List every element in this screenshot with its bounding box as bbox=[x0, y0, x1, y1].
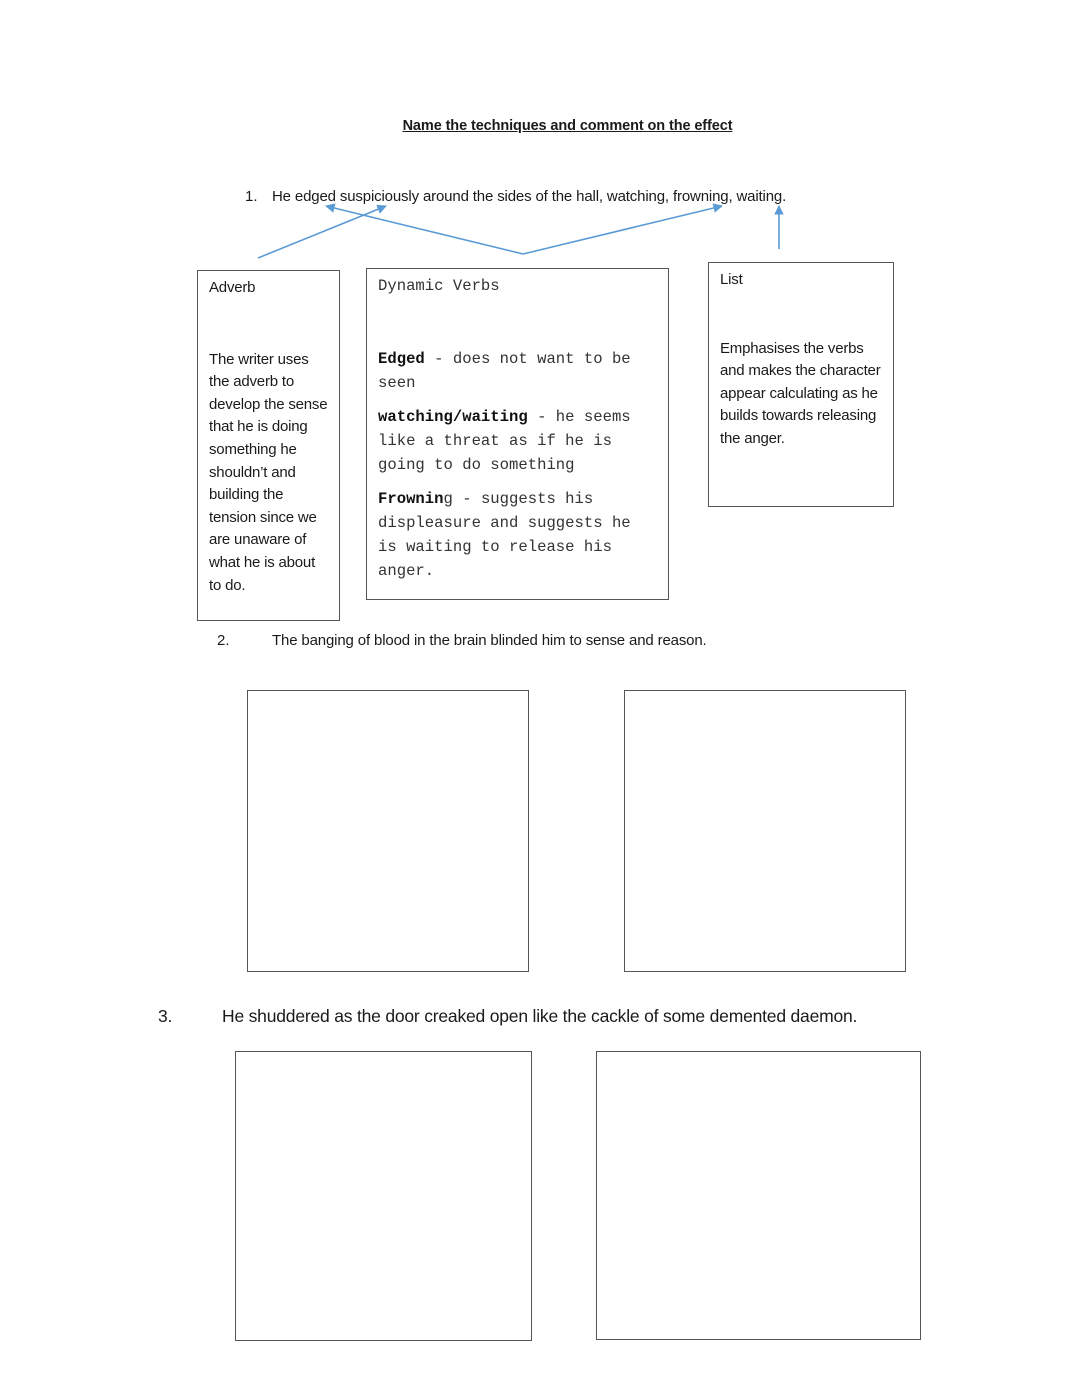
dynamic-verbs-box bbox=[366, 268, 669, 600]
verb-term: watching/waiting bbox=[378, 408, 528, 426]
adverb-box bbox=[197, 270, 340, 621]
question-2-answer-box-1[interactable] bbox=[247, 690, 529, 972]
list-box-heading: List bbox=[720, 271, 743, 288]
worksheet-title: Name the techniques and comment on the effect bbox=[402, 118, 733, 134]
verb-term-tail: g bbox=[443, 490, 453, 508]
list-box bbox=[708, 262, 894, 507]
dynamic-verbs-box-heading: Dynamic Verbs bbox=[378, 277, 500, 295]
verb-entry-watching-waiting bbox=[378, 405, 658, 477]
verb-comment: - suggests his displeasure and suggests he is waiting to release his anger. bbox=[378, 490, 631, 580]
verb-entry-frowning bbox=[378, 487, 658, 583]
question-1-number: 1. bbox=[245, 188, 258, 205]
question-3-number: 3. bbox=[158, 1006, 173, 1026]
adverb-box-heading: Adverb bbox=[209, 279, 256, 296]
question-2-answer-box-2[interactable] bbox=[624, 690, 906, 972]
question-1-sentence: He edged suspiciously around the sides of the hall, watching, frowning, waiting. bbox=[272, 188, 787, 205]
verb-term: Edged bbox=[378, 350, 425, 368]
arrow-verbs-to-frowning bbox=[523, 206, 722, 254]
question-3-sentence: He shuddered as the door creaked open like the cackle of some demented daemon. bbox=[222, 1006, 858, 1026]
adverb-box-comment: The writer uses the adverb to develop the sense that he is doing something he shouldn’t and building the tension since we are unaware of what he is about to do. bbox=[209, 350, 328, 594]
arrow-verbs-to-edged bbox=[326, 206, 523, 254]
verb-comment: - does not want to be seen bbox=[378, 350, 631, 392]
verb-term: Frownin bbox=[378, 490, 444, 508]
question-3-answer-box-1[interactable] bbox=[235, 1051, 532, 1341]
list-box-comment: Emphasises the verbs and makes the character appear calculating as he builds towards releasing the anger. bbox=[720, 339, 881, 447]
question-3-answer-box-2[interactable] bbox=[596, 1051, 921, 1340]
question-2-sentence: The banging of blood in the brain blinded him to sense and reason. bbox=[272, 632, 707, 649]
verb-comment: - he seems like a threat as if he is going to do something bbox=[378, 408, 631, 474]
annotation-arrows bbox=[0, 0, 1080, 300]
question-2-number: 2. bbox=[217, 632, 230, 649]
verb-entry-edged bbox=[378, 347, 658, 395]
arrow-adverb-to-suspiciously bbox=[258, 206, 386, 258]
